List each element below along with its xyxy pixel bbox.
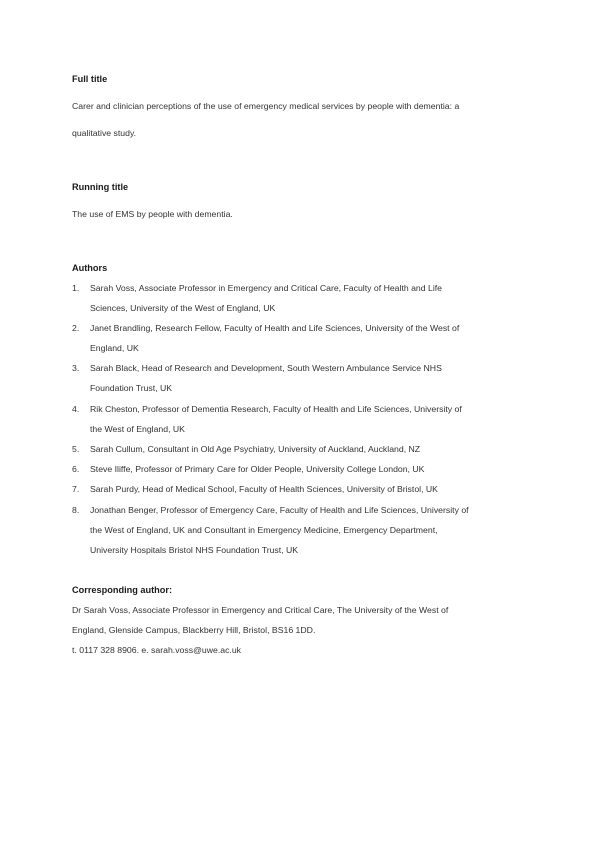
- author-line: Janet Brandling, Research Fellow, Faculty of Health and Life Sciences, University of the West of: [90, 323, 460, 333]
- running-title-text: The use of EMS by people with dementia.: [72, 209, 233, 219]
- author-line: Sarah Cullum, Consultant in Old Age Psychiatry, University of Auckland, Auckland, NZ: [90, 444, 421, 454]
- author-number: 1.: [72, 283, 80, 293]
- author-line: Sarah Black, Head of Research and Development, South Western Ambulance Service NHS: [90, 363, 442, 373]
- author-line: Jonathan Benger, Professor of Emergency Care, Faculty of Health and Life Sciences, University of: [90, 505, 469, 515]
- author-line: the West of England, UK and Consultant in Emergency Medicine, Emergency Department,: [90, 525, 438, 535]
- full-title-line: qualitative study.: [72, 128, 137, 138]
- full-title-line: Carer and clinician perceptions of the use of emergency medical services by people with dementia: a: [72, 101, 460, 111]
- author-number: 7.: [72, 484, 80, 494]
- author-line: Rik Cheston, Professor of Dementia Research, Faculty of Health and Life Sciences, University of: [90, 404, 462, 414]
- author-line: Sarah Voss, Associate Professor in Emergency and Critical Care, Faculty of Health and Life: [90, 283, 443, 293]
- author-line: University Hospitals Bristol NHS Foundation Trust, UK: [90, 545, 299, 555]
- full-title-heading: Full title: [72, 74, 108, 84]
- author-number: 4.: [72, 404, 80, 414]
- running-title-heading: Running title: [72, 182, 129, 192]
- author-number: 3.: [72, 363, 80, 373]
- author-line: England, UK: [90, 343, 139, 353]
- corresponding-author-contact: t. 0117 328 8906. e. sarah.voss@uwe.ac.uk: [72, 645, 241, 655]
- corresponding-author-line: Dr Sarah Voss, Associate Professor in Emergency and Critical Care, The University of the West of: [72, 605, 449, 615]
- authors-heading: Authors: [72, 263, 108, 273]
- author-number: 5.: [72, 444, 80, 454]
- corresponding-author-heading: Corresponding author:: [72, 585, 173, 595]
- author-line: Steve Iliffe, Professor of Primary Care for Older People, University College London, UK: [90, 464, 425, 474]
- author-line: Foundation Trust, UK: [90, 383, 173, 393]
- author-line: the West of England, UK: [90, 424, 185, 434]
- corresponding-author-line: England, Glenside Campus, Blackberry Hill, Bristol, BS16 1DD.: [72, 625, 316, 635]
- author-number: 8.: [72, 505, 80, 515]
- author-line: Sarah Purdy, Head of Medical School, Faculty of Health Sciences, University of Bristol, UK: [90, 484, 438, 494]
- author-number: 6.: [72, 464, 80, 474]
- author-line: Sciences, University of the West of England, UK: [90, 303, 276, 313]
- author-number: 2.: [72, 323, 80, 333]
